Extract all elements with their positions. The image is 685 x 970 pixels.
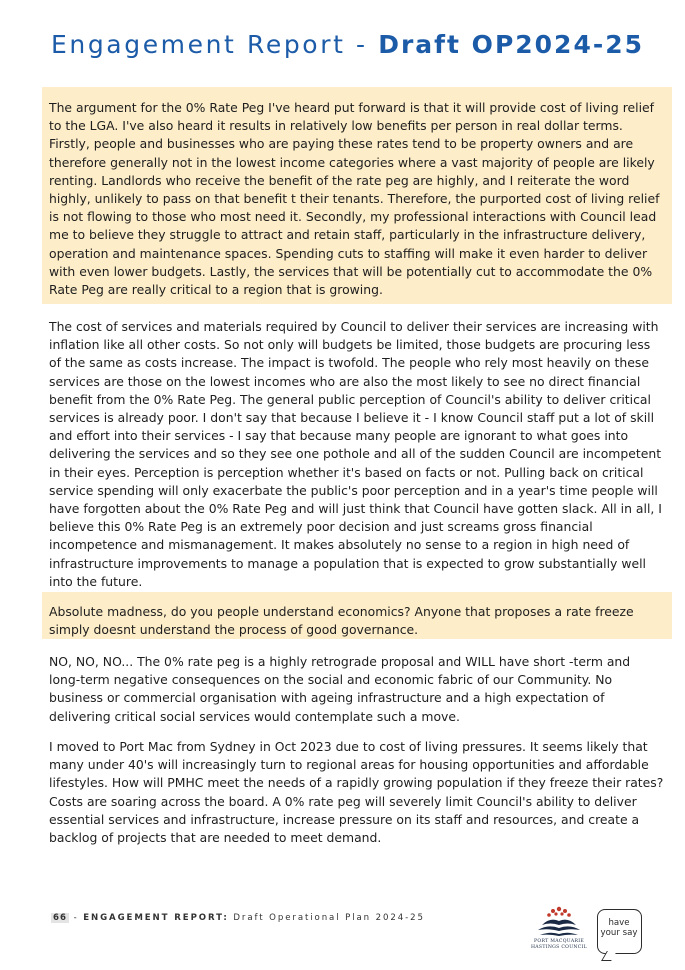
comment-block-highlighted: Absolute madness, do you people understand economics? Anyone that proposes a rate freeze simply doesnt understand the process of good governance. — [42, 592, 672, 639]
have-your-say-logo — [597, 909, 642, 954]
page-number: 66 — [53, 913, 67, 923]
page-title — [51, 30, 644, 59]
council-emblem-icon — [528, 905, 590, 939]
comment-block-highlighted: The argument for the 0% Rate Peg I've heard put forward is that it will provide cost of living relief to the LGA. I've also heard it results in relatively low benefits per person in real dollar terms. Firstly, people and businesses who are paying these rates tend to be property owners and are therefore generally not in the lowest income categories where a vast majority of people are likely renting. Landlords who receive the benefit of the rate peg are highly, and I reiterate the word highly, unlikely to pass on that benefit t their tenants. Therefore, the purported cost of living relief is not flowing to those who most need it. Secondly, my professional interactions with Council lead me to believe they struggle to attract and retain staff, particularly in the infrastructure delivery, operation and maintenance spaces. Spending cuts to staffing will make it even harder to deliver with even lower budgets. Lastly, the services that will be potentially cut to accommodate the 0% Rate Peg are really critical to a region that is growing. — [42, 87, 672, 304]
council-logo — [528, 905, 590, 960]
comment-block: NO, NO, NO... The 0% rate peg is a highly retrograde proposal and WILL have short -term and long-term negative consequences on the social and economic fabric of our Community. No business or commercial organisation with ageing infrastructure and a high expectation of delivering critical social services would contemplate such a move. — [49, 654, 631, 724]
page-title-bold: Draft OP2024-25 — [378, 30, 645, 59]
page-footer — [51, 913, 425, 923]
page-title-prefix: Engagement Report - — [51, 30, 379, 59]
council-logo-line1: PORT MACQUARIE — [534, 939, 584, 944]
comment-block: I moved to Port Mac from Sydney in Oct 2023 due to cost of living pressures. It seems likely that many under 40's will increasingly turn to regional areas for housing opportunities and affordable lifestyles. How will PMHC meet the needs of a rapidly growing population if they freeze their rates? Costs are soaring across the board. A 0% rate peg will severely limit Council's ability to deliver essential services and infrastructure, increase pressure on its staff and resources, and create a backlog of projects that are needed to meet demand. — [49, 739, 664, 846]
footer-separator: - — [68, 913, 84, 923]
have-your-say-text — [598, 918, 640, 938]
comment-block: The cost of services and materials required by Council to deliver their services are increasing with inflation like all other costs. So not only will budgets be limited, those budgets are procuring less of the same as costs increase. The impact is twofold. The people who rely most heavily on these services are those on the lowest incomes who are also the most likely to see no direct financial benefit from the 0% Rate Peg. The general public perception of Council's ability to deliver critical services is already poor. I don't say that because I believe it - I know Council staff put a lot of skill and effort into their services - I say that because many people are ignorant to what goes into delivering the services and so they see one pothole and all of the sudden Council are incompetent in their eyes. Perception is perception whether it's based on facts or not. Pulling back on critical service spending will only exacerbate the public's poor perception and in a year's time people will have forgotten about the 0% Rate Peg and will just think that Council have gotten slack. All in all, I believe this 0% Rate Peg is an extremely poor decision and just screams gross financial incompetence and mismanagement. It makes absolutely no sense to a region in high need of infrastructure improvements to manage a population that is expected to grow substantially well into the future. — [49, 319, 662, 589]
footer-document-name: Draft Operational Plan 2024-25 — [228, 913, 425, 923]
council-logo-text — [528, 939, 590, 950]
footer-label: ENGAGEMENT REPORT: — [83, 913, 229, 923]
speech-bubble-tail-icon — [601, 951, 617, 961]
council-logo-line2: HASTINGS COUNCIL — [531, 944, 587, 950]
have-your-say-line1: have — [608, 918, 630, 928]
have-your-say-line2: your say — [600, 928, 638, 938]
